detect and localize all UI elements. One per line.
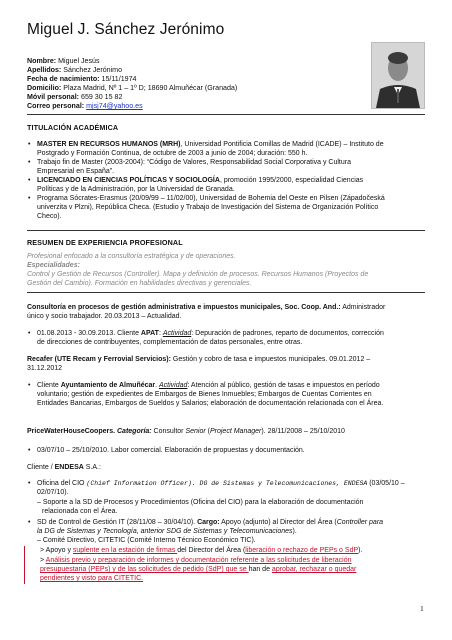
list-item: MASTER EN RECURSOS HUMANOS (MRH), Universidad Pontificia Comillas de Madrid (ICADE) – Instituto de Postgrado y Formación Continua, de octubre de 2003 a junio de 2004; duración: 550 h. <box>37 141 384 158</box>
divider <box>27 292 425 293</box>
list-item: > Análisis previo y preparación de informes y documentación referente a las solicitudes de liberación presupuestaria (PEPs) y de las solicitudes de pedido (SdP) que se han de aprobar, rechazar o quedar pendientes y visto para CITETIC. <box>40 557 357 583</box>
revision-bar <box>24 546 25 584</box>
section-title-titulacion: TITULACIÓN ACADÉMICA <box>27 123 119 132</box>
personal-info <box>27 57 237 112</box>
profile-summary: Profesional enfocado a la consultoría estratégica y de operaciones. Especialidades: Control y Gestión de Recursos (Controller). Mapa y definición de procesos. Recursos Humanos (Proyectos de Gestión del Cambio). Formación en habilidades directivas y gerenciales. <box>27 253 369 288</box>
job-soc-coop: Consultoría en procesos de gestión administrativa e impuestos municipales, Soc. Coop. And.: Administrador único y socio trabajador. 20.03.2013 – Actualidad. <box>27 304 386 321</box>
list-item: – Soporte a la SD de Procesos y Procedimientos (Oficina del CIO) para la elaboración de documentación relacionada con el Área. <box>37 499 364 516</box>
page-number: 1 <box>420 604 424 613</box>
profile-photo <box>371 42 425 109</box>
page-title: Miguel J. Sánchez Jerónimo <box>27 21 225 38</box>
profile-photo-image <box>372 43 424 108</box>
bullet: • <box>28 141 31 148</box>
bullet: • <box>28 330 31 337</box>
divider <box>27 230 425 231</box>
divider <box>27 114 425 115</box>
list-item: LICENCIADO EN CIENCIAS POLÍTICAS Y SOCIOLOGÍA, promoción 1995/2000, especialidad Ciencias Políticas y de la Administración, por la Universidad de Granada. <box>37 177 364 194</box>
job-pwc: PriceWaterHouseCoopers. Categoría: Consultor Senior (Project Manager). 28/11/2008 – 25/10/2010 <box>27 428 345 435</box>
bullet: • <box>28 195 31 202</box>
bullet: • <box>28 519 31 526</box>
bullet: • <box>28 159 31 166</box>
cliente-endesa: Cliente / ENDESA S.A.: <box>27 464 101 471</box>
job-recafer: Recafer (UTE Recam y Ferrovial Servicios): Gestión y cobro de tasa e impuestos municipales. 09.01.2012 – 31.12.2012 <box>27 356 371 373</box>
list-item: Oficina del CIO (Chief Information Officer). DG de Sistemas y Telecomunicaciones, ENDESA (03/05/10 – 02/07/10). <box>37 480 405 497</box>
bullet: • <box>28 480 31 487</box>
section-title-experiencia: RESUMEN DE EXPERIENCIA PROFESIONAL <box>27 238 183 247</box>
list-item: Trabajo fin de Master (2003-2004): “Código de Valores, Responsabilidad Social Corporativa y Cultura Empresarial en España”. <box>37 159 351 176</box>
list-item: 03/07/10 – 25/10/2010. Labor comercial. Elaboración de propuestas y documentación. <box>37 447 305 454</box>
personal-nombre: Nombre: Miguel Jesús <box>27 57 100 65</box>
personal-domicilio: Domicilio: Plaza Madrid, Nº 1 – 1º D; 18690 Almuñécar (Granada) <box>27 84 238 93</box>
bullet: • <box>28 382 31 389</box>
list-item: Programa Sócrates-Erasmus (20/09/99 – 11/02/00), Universidad de Bohemia del Oeste en Pilsen (Západočeská univerzita v Plzni), República Checa. (Estudio y Trabajo de Investigación del Sistema de Organización Político Checo). <box>37 195 385 221</box>
bullet: • <box>28 447 31 454</box>
list-item: SD de Control de Gestión IT (28/11/08 – 30/04/10). Cargo: Apoyo (adjunto) al Director del Área (Controller para la DG de Sistemas y Tecnología, anterior SDG de Sistemas y Telecomunicaciones). – Comité Directivo, CITETIC (Comité Interno Técnico Económico TIC). <box>37 519 384 545</box>
personal-apellidos: Apellidos: Sánchez Jerónimo <box>27 66 123 75</box>
personal-movil: Móvil personal: 659 30 15 82 <box>27 93 123 102</box>
list-item: Cliente Ayuntamiento de Almuñécar. Actividad: Atención al público, gestión de tasas e impuestos en período voluntario; gestión de expedientes de Embargos de Bienes Inmuebles; Embargos de Cuentas Corrientes en Entidades Bancarias, Embargos de Sueldos y Salarios; elaboración de documentación relacionada con el Área. <box>37 382 384 408</box>
bullet: • <box>28 177 31 184</box>
list-item: 01.08.2013 - 30.09.2013. Cliente APAT: Actividad: Depuración de padrones, reparto de documentos, corrección de direcciones de contribuyentes, complementación de datos personales, entre otras. <box>37 330 384 347</box>
personal-fecha-nacimiento: Fecha de nacimiento: 15/11/1974 <box>27 75 137 84</box>
list-item: > Apoyo y suplente en la estación de firmas del Director del Área (liberación o rechazo de PEPs o SdP). <box>40 547 363 554</box>
personal-correo: Correo personal: mjsj74@yahoo.es <box>27 102 143 111</box>
email-link[interactable]: mjsj74@yahoo.es <box>86 102 143 111</box>
